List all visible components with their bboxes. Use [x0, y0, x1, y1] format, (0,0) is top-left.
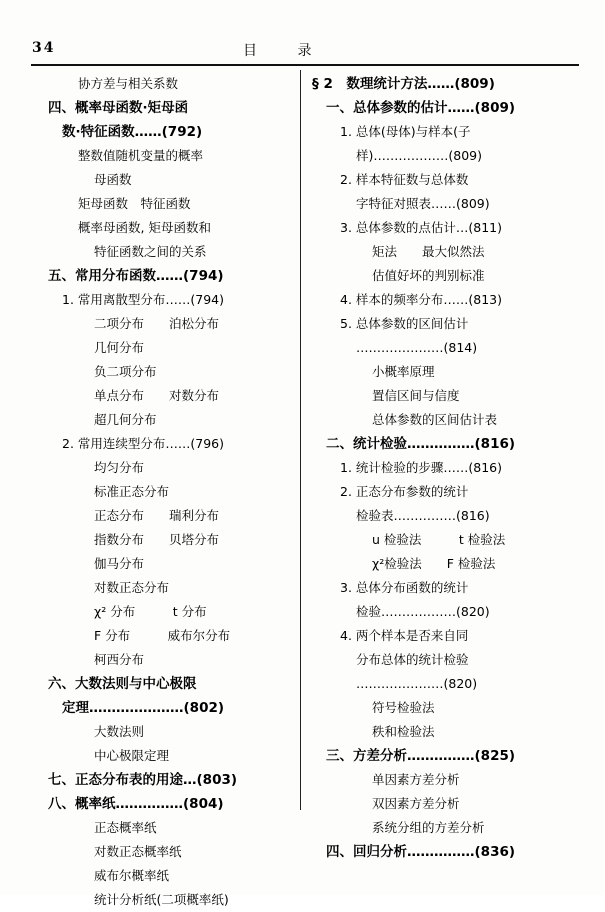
toc-entry [312, 624, 567, 648]
toc-entry [34, 360, 289, 384]
toc-entry-text: χ² 分布 t 分布 [94, 604, 207, 619]
toc-entry-text: 协方差与相关系数 [78, 76, 179, 91]
toc-entry [34, 600, 289, 624]
toc-entry [312, 504, 567, 528]
toc-right-column [312, 72, 567, 864]
toc-entry-text: 柯西分布 [94, 652, 145, 667]
column-divider [300, 70, 301, 810]
toc-entry-text: 正态概率纸 [94, 820, 157, 835]
toc-entry [34, 552, 289, 576]
toc-entry-text: 七、正态分布表的用途…(803) [48, 772, 238, 788]
toc-entry [34, 744, 289, 768]
toc-entry-text: 符号检验法 [372, 700, 435, 715]
toc-entry [34, 792, 289, 816]
toc-entry [34, 336, 289, 360]
toc-entry [34, 384, 289, 408]
toc-entry [312, 816, 567, 840]
toc-entry [312, 312, 567, 336]
toc-entry-text: 大数法则 [94, 724, 145, 739]
toc-entry [312, 480, 567, 504]
toc-entry-text: 2. 正态分布参数的统计 [340, 484, 469, 499]
toc-entry-text: 五、常用分布函数……(794) [48, 268, 224, 284]
toc-entry [34, 216, 289, 240]
toc-entry-text: 5. 总体参数的区间估计 [340, 316, 469, 331]
toc-entry-text: 一、总体参数的估计……(809) [326, 100, 516, 116]
toc-entry [34, 96, 289, 120]
toc-entry [312, 792, 567, 816]
toc-entry [34, 768, 289, 792]
toc-entry [312, 456, 567, 480]
toc-entry-text: 秩和检验法 [372, 724, 435, 739]
toc-entry [312, 648, 567, 672]
toc-entry-text: 分布总体的统计检验 [356, 652, 469, 667]
page-header [0, 40, 605, 64]
toc-entry-text: 小概率原理 [372, 364, 435, 379]
toc-entry [34, 72, 289, 96]
toc-entry-text: 数·特征函数……(792) [62, 124, 203, 140]
toc-entry-text: 概率母函数, 矩母函数和 [78, 220, 211, 235]
toc-entry [312, 192, 567, 216]
toc-entry [34, 480, 289, 504]
toc-entry-text: χ²检验法 F 检验法 [372, 556, 496, 571]
toc-entry-text: 3. 总体参数的点估计…(811) [340, 220, 503, 235]
toc-entry [312, 288, 567, 312]
toc-entry-text: 正态分布 瑞利分布 [94, 508, 220, 523]
toc-entry-text: 母函数 [94, 172, 132, 187]
toc-entry [34, 168, 289, 192]
toc-entry-text: 二、统计检验……………(816) [326, 436, 516, 452]
toc-entry-text: 统计分析纸(二项概率纸) [94, 892, 229, 907]
toc-entry [34, 240, 289, 264]
toc-entry [312, 840, 567, 864]
toc-entry [312, 120, 567, 144]
toc-entry-text: 定理…………………(802) [62, 700, 225, 716]
toc-left-column [34, 72, 289, 912]
toc-entry [34, 528, 289, 552]
toc-entry-text: 系统分组的方差分析 [372, 820, 485, 835]
toc-entry-text: 对数正态概率纸 [94, 844, 182, 859]
toc-entry [34, 264, 289, 288]
toc-entry [34, 120, 289, 144]
toc-entry [312, 336, 567, 360]
toc-entry [312, 408, 567, 432]
toc-entry [34, 864, 289, 888]
toc-entry [34, 624, 289, 648]
toc-entry [312, 528, 567, 552]
toc-entry [34, 840, 289, 864]
toc-entry [34, 312, 289, 336]
toc-entry [34, 720, 289, 744]
toc-entry-text: 威布尔概率纸 [94, 868, 170, 883]
toc-entry-text: 1. 常用离散型分布……(794) [62, 292, 225, 307]
toc-entry-text: 1. 统计检验的步骤……(816) [340, 460, 503, 475]
header-rule [31, 64, 579, 66]
toc-entry [312, 744, 567, 768]
toc-entry [312, 360, 567, 384]
toc-entry-text: 特征函数之间的关系 [94, 244, 207, 259]
toc-entry-text: 单因素方差分析 [372, 772, 460, 787]
toc-entry-text: 双因素方差分析 [372, 796, 460, 811]
toc-entry [34, 696, 289, 720]
toc-entry [34, 144, 289, 168]
toc-entry [34, 504, 289, 528]
toc-entry [34, 432, 289, 456]
toc-entry [34, 648, 289, 672]
toc-entry-text: 八、概率纸……………(804) [48, 796, 224, 812]
toc-entry-text: 标准正态分布 [94, 484, 170, 499]
toc-entry-text: 均匀分布 [94, 460, 145, 475]
toc-entry [34, 408, 289, 432]
toc-entry-text: 整数值随机变量的概率 [78, 148, 204, 163]
toc-entry [312, 672, 567, 696]
toc-entry-text: 估值好坏的判别标准 [372, 268, 485, 283]
toc-entry [312, 432, 567, 456]
toc-entry-text: 检验表……………(816) [356, 508, 490, 523]
toc-entry [312, 720, 567, 744]
toc-entry-text: 检验………………(820) [356, 604, 490, 619]
toc-entry-text: F 分布 威布尔分布 [94, 628, 231, 643]
toc-entry-text: 超几何分布 [94, 412, 157, 427]
toc-entry [312, 72, 567, 96]
toc-entry-text: 1. 总体(母体)与样本(子 [340, 124, 471, 139]
toc-entry-text: 样)………………(809) [356, 148, 482, 163]
toc-entry-text: 2. 样本特征数与总体数 [340, 172, 469, 187]
toc-entry [312, 264, 567, 288]
toc-entry [34, 576, 289, 600]
toc-entry-text: 四、概率母函数·矩母函 [48, 100, 189, 116]
toc-entry-text: 二项分布 泊松分布 [94, 316, 220, 331]
toc-entry-text: …………………(814) [356, 340, 478, 355]
toc-entry [34, 672, 289, 696]
toc-entry [34, 888, 289, 912]
toc-entry [312, 576, 567, 600]
toc-entry-text: 六、大数法则与中心极限 [48, 676, 197, 692]
toc-entry-text: 4. 样本的频率分布……(813) [340, 292, 503, 307]
toc-entry-text: …………………(820) [356, 676, 478, 691]
toc-entry-text: 矩法 最大似然法 [372, 244, 485, 259]
header-title: 目 录 [243, 43, 330, 59]
toc-entry-text: 中心极限定理 [94, 748, 170, 763]
toc-entry-text: 指数分布 贝塔分布 [94, 532, 220, 547]
toc-entry [312, 168, 567, 192]
toc-entry [312, 768, 567, 792]
toc-entry-text: 4. 两个样本是否来自同 [340, 628, 469, 643]
toc-entry-text: 置信区间与信度 [372, 388, 460, 403]
toc-entry [34, 456, 289, 480]
toc-entry-text: 伽马分布 [94, 556, 145, 571]
toc-entry [312, 96, 567, 120]
toc-entry-text: 2. 常用连续型分布……(796) [62, 436, 225, 451]
toc-entry [34, 192, 289, 216]
toc-entry [34, 288, 289, 312]
toc-entry-text: 对数正态分布 [94, 580, 170, 595]
toc-entry [312, 600, 567, 624]
toc-entry-text: 四、回归分析……………(836) [326, 844, 516, 860]
toc-entry-text: 矩母函数 特征函数 [78, 196, 191, 211]
toc-entry-text: 总体参数的区间估计表 [372, 412, 498, 427]
toc-entry-text: 几何分布 [94, 340, 145, 355]
toc-entry [34, 816, 289, 840]
toc-entry-text: 负二项分布 [94, 364, 157, 379]
toc-entry [312, 216, 567, 240]
toc-entry-text: 3. 总体分布函数的统计 [340, 580, 469, 595]
toc-entry [312, 696, 567, 720]
toc-entry [312, 552, 567, 576]
toc-entry-text: 字特征对照表……(809) [356, 196, 490, 211]
toc-entry-text: u 检验法 t 检验法 [372, 532, 506, 547]
toc-entry [312, 144, 567, 168]
toc-entry-text: 单点分布 对数分布 [94, 388, 220, 403]
toc-entry [312, 240, 567, 264]
page-number: 34 [32, 40, 56, 56]
toc-entry [312, 384, 567, 408]
toc-entry-text: 三、方差分析……………(825) [326, 748, 516, 764]
toc-entry-text: § 2 数理统计方法……(809) [312, 76, 495, 92]
